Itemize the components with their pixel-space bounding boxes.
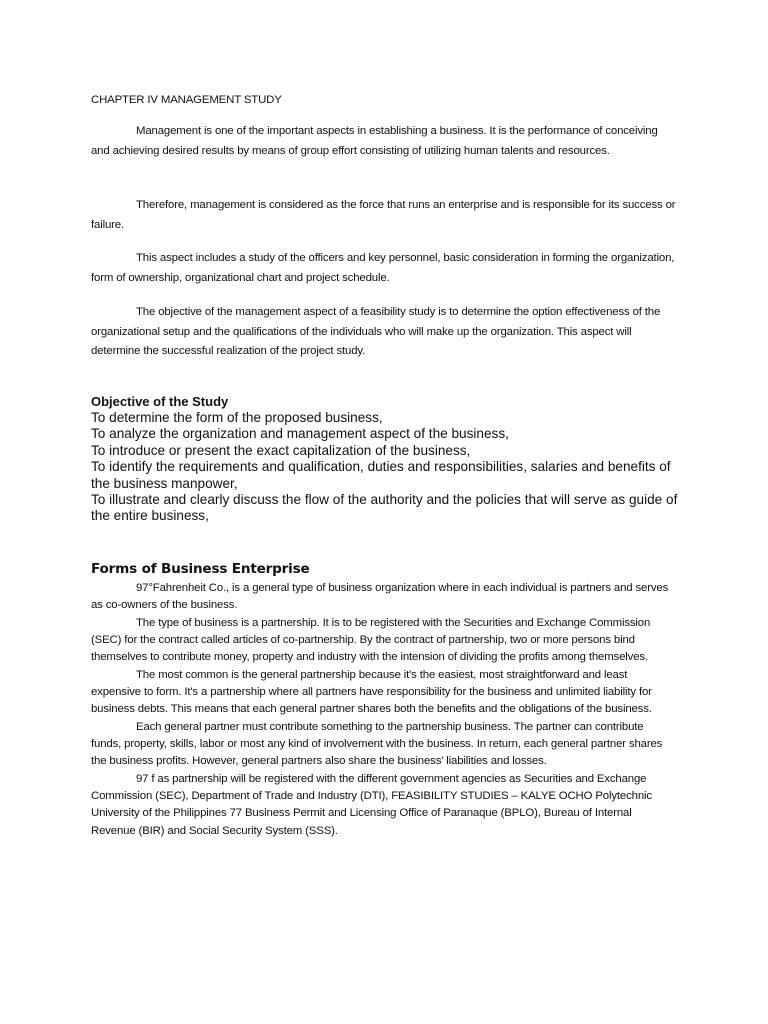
forms-heading: Forms of Business Enterprise: [91, 561, 310, 577]
chapter-title: CHAPTER IV MANAGEMENT STUDY: [91, 94, 282, 106]
objective-item: To identify the requirements and qualification, duties and responsibilities, salaries and benefits of the business manpower,: [91, 459, 671, 491]
forms-body: [91, 580, 676, 840]
objective-item: To analyze the organization and management aspect of the business,: [91, 426, 509, 442]
objective-item: To illustrate and clearly discuss the flow of the authority and the policies that will serve as guide of the entire business,: [91, 492, 678, 524]
intro-paragraph-4-text: The objective of the management aspect of a feasibility study is to determine the option effectiveness of the organizational setup and the qualifications of the individuals who will make up the organization. This aspect will determine the successful realization of the project study.: [91, 306, 661, 357]
intro-paragraph-2-text: Therefore, management is considered as the force that runs an enterprise and is responsible for its success or failure.: [91, 199, 676, 231]
intro-paragraph-2: [91, 196, 676, 235]
forms-paragraph: Each general partner must contribute something to the partnership business. The partner can contribute funds, property, skills, labor or most any kind of involvement with the business. In return, each general partner shares the business profits. However, general partners also share the business' liabilities and losses.: [91, 720, 663, 768]
forms-paragraph: The type of business is a partnership. It is to be registered with the Securities and Exchange Commission (SEC) for the contract called articles of co-partnership. By the contract of partnership, two or more persons bind themselves to contribute money, property and industry with the intension of dividing the profits among themselves.: [91, 616, 651, 664]
objective-list: [91, 410, 681, 525]
objective-item: To determine the form of the proposed business,: [91, 410, 383, 425]
intro-paragraph-1: [91, 122, 676, 161]
forms-paragraph: 97 f as partnership will be registered with the different government agencies as Securities and Exchange Commission (SEC), Department of Trade and Industry (DTI), FEASIBILITY STUDIES – KALYE OCHO Polytechnic University of the Philippines 77 Business Permit and Licensing Office of Paranaque (BPLO), Bureau of Internal Revenue (BIR) and Social Security System (SSS).: [91, 772, 652, 837]
forms-paragraph: The most common is the general partnership because it's the easiest, most straightforward and least expensive to form. It's a partnership where all partners have responsibility for the business and unlimited liability for business debts. This means that each general partner shares both the benefits and the obligations of the business.: [91, 668, 652, 716]
intro-paragraph-4: [91, 303, 676, 362]
intro-paragraph-3-text: This aspect includes a study of the officers and key personnel, basic consideration in forming the organization, form of ownership, organizational chart and project schedule.: [91, 252, 675, 284]
objective-item: To introduce or present the exact capitalization of the business,: [91, 442, 471, 458]
objective-heading: Objective of the Study: [91, 394, 229, 409]
intro-paragraph-3: [91, 249, 676, 288]
forms-paragraph: 97°Fahrenheit Co., is a general type of business organization where in each individual is partners and serves as co-owners of the business.: [91, 582, 669, 612]
intro-paragraph-1-text: Management is one of the important aspects in establishing a business. It is the performance of conceiving and achieving desired results by means of group effort consisting of utilizing human talents and resources.: [91, 125, 658, 157]
